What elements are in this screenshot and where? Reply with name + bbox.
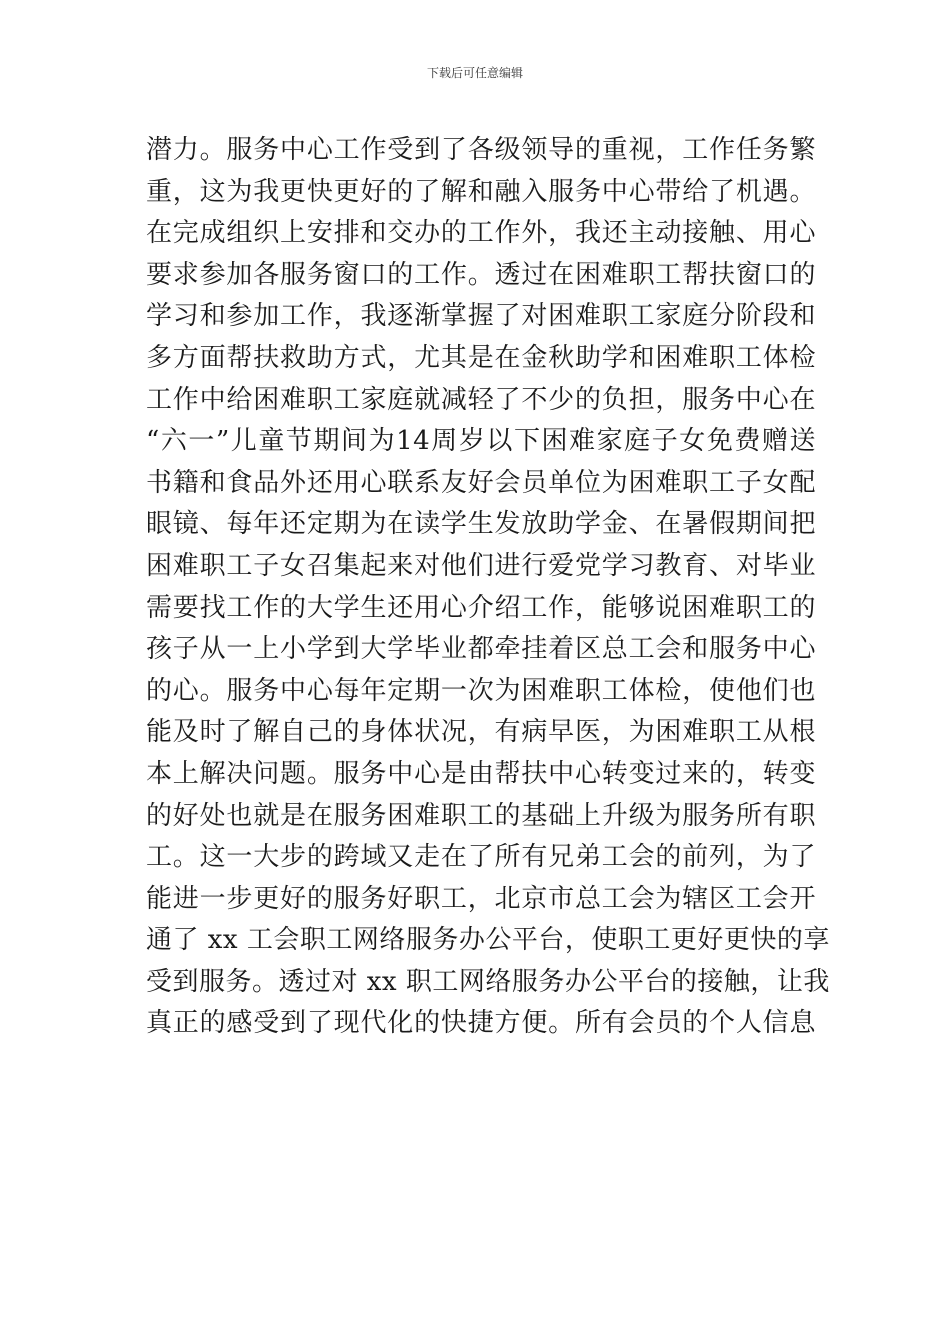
text-line: 学习和参加工作，我逐渐掌握了对困难职工家庭分阶段和 <box>146 301 816 332</box>
text-line: 工作中给困难职工家庭就减轻了不少的负担，服务中心在 <box>146 384 816 415</box>
text-line: 工。这一大步的跨域又走在了所有兄弟工会的前列，为了 <box>146 842 816 873</box>
text-line: 受到服务。透过对 xx 职工网络服务办公平台的接触，让我 <box>146 966 830 997</box>
text-line: 潜力。服务中心工作受到了各级领导的重视，工作任务繁 <box>146 135 816 165</box>
text-line: “六一”儿童节期间为14周岁以下困难家庭子女免费赠送 <box>146 426 816 457</box>
text-line: 的好处也就是在服务困难职工的基础上升级为服务所有职 <box>146 800 816 831</box>
text-line: 眼镜、每年还定期为在读学生发放助学金、在暑假期间把 <box>146 509 816 540</box>
text-line: 在完成组织上安排和交办的工作外，我还主动接触、用心 <box>146 218 816 249</box>
text-line: 孩子从一上小学到大学毕业都牵挂着区总工会和服务中心 <box>146 634 816 665</box>
text-line: 的心。服务中心每年定期一次为困难职工体检，使他们也 <box>146 675 816 706</box>
document-body <box>146 130 830 1045</box>
text-line: 书籍和食品外还用心联系友好会员单位为困难职工子女配 <box>146 467 816 498</box>
text-line: 通了 xx 工会职工网络服务办公平台，使职工更好更快的享 <box>146 925 830 956</box>
text-line: 多方面帮扶救助方式，尤其是在金秋助学和困难职工体检 <box>146 342 816 373</box>
text-line: 要求参加各服务窗口的工作。透过在困难职工帮扶窗口的 <box>146 259 816 290</box>
text-line: 本上解决问题。服务中心是由帮扶中心转变过来的，转变 <box>146 758 816 789</box>
text-line: 需要找工作的大学生还用心介绍工作，能够说困难职工的 <box>146 592 816 623</box>
text-line: 能进一步更好的服务好职工，北京市总工会为辖区工会开 <box>146 883 816 914</box>
text-line: 真正的感受到了现代化的快捷方便。所有会员的个人信息 <box>146 1008 816 1039</box>
text-line: 困难职工子女召集起来对他们进行爱党学习教育、对毕业 <box>146 550 816 581</box>
text-line: 重，这为我更快更好的了解和融入服务中心带给了机遇。 <box>146 176 816 207</box>
page-header: 下载后可任意编辑 <box>426 66 523 80</box>
text-line: 能及时了解自己的身体状况，有病早医，为困难职工从根 <box>146 717 816 748</box>
